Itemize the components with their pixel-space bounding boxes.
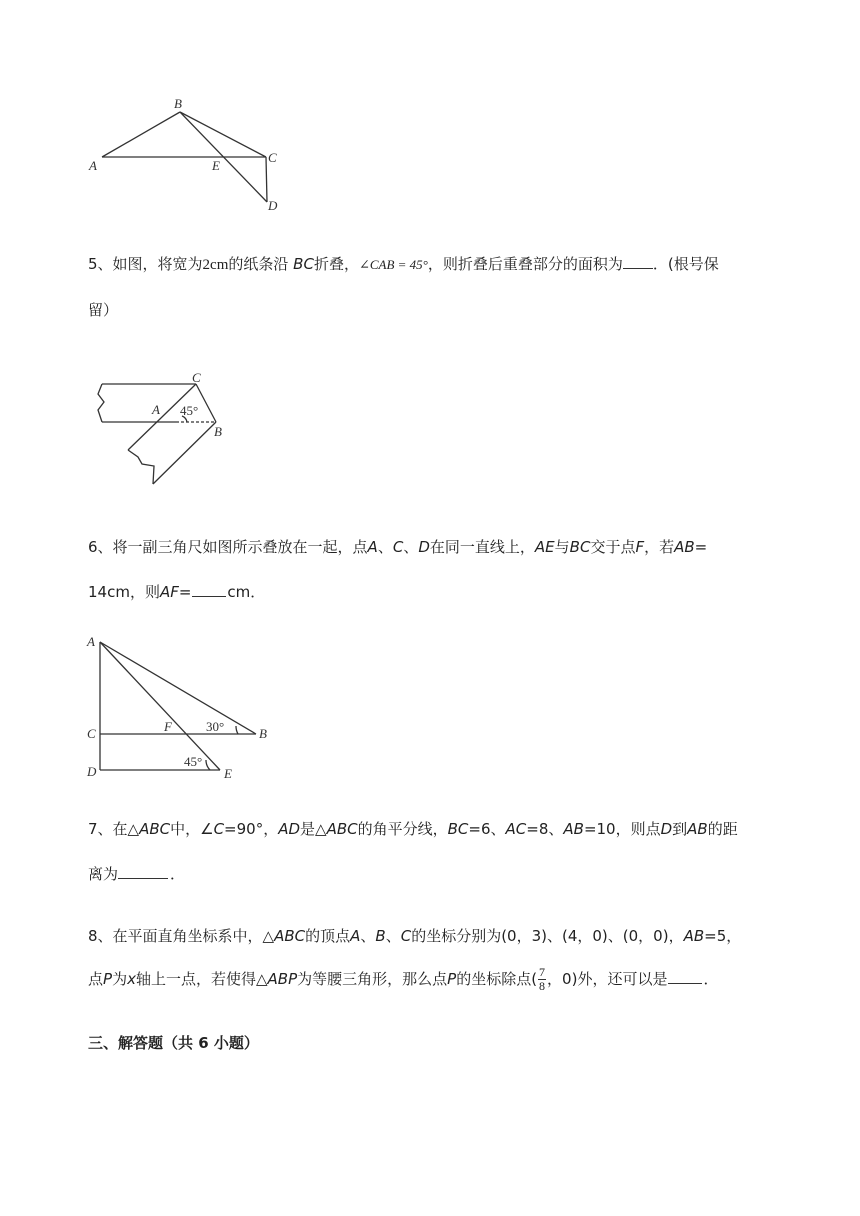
q8-text: 为等腰三角形，那么点: [297, 970, 448, 988]
q8-var: P: [447, 970, 457, 988]
q5-angle: ∠CAB = 45°: [358, 257, 428, 272]
q6-text: 与: [554, 538, 570, 556]
q8-var: △ABC: [262, 927, 306, 945]
q6-text: 14cm，则: [88, 583, 160, 601]
figure-q6: [84, 630, 284, 788]
q7-var: AB: [563, 820, 584, 838]
q7-var: C: [213, 820, 225, 838]
fig4-label-A: A: [89, 158, 97, 173]
q6-text: cm．: [227, 583, 266, 601]
q6-var: AE: [534, 538, 555, 556]
q8-text: 的坐标分别为(0，3)、(4，0)、(0，0)，: [411, 927, 684, 945]
q6-text: 、: [403, 538, 419, 556]
q7-text: 的距: [707, 820, 738, 838]
fig6-label-F: F: [164, 719, 172, 734]
q7-var: AD: [278, 820, 301, 838]
q7-text: =10，则点: [583, 820, 661, 838]
q8-text: 点: [88, 970, 104, 988]
q5-var-bc: BC: [293, 255, 314, 273]
fig5-label-C: C: [192, 370, 201, 385]
answer-blank: [192, 582, 226, 597]
answer-blank: [623, 254, 653, 269]
question-5-line-2: 留）: [88, 301, 119, 319]
q7-text: 7、在: [88, 820, 128, 838]
q5-text: ．(根号保: [652, 255, 719, 273]
q8-var: △ABP: [255, 970, 298, 988]
section-heading: 三、解答题（共 6 小题）: [88, 1034, 259, 1052]
q5-width: 2cm: [202, 257, 229, 273]
q6-var: D: [418, 538, 430, 556]
fig5-label-B: B: [214, 424, 222, 439]
fig6-label-A: A: [87, 634, 95, 649]
q8-var: B: [375, 927, 386, 945]
q8-var: C: [400, 927, 412, 945]
q8-text: ．: [703, 970, 719, 988]
fig6-label-C: C: [87, 726, 96, 741]
q7-var: AC: [505, 820, 527, 838]
question-8-line-2: [88, 966, 718, 993]
q8-text: =5，: [704, 927, 742, 945]
q6-var: F: [635, 538, 645, 556]
q8-text: ，0)外，还可以是: [547, 970, 668, 988]
answer-blank: [668, 969, 702, 984]
figure-q5: [90, 364, 240, 492]
question-7-line-1: [88, 819, 738, 839]
q7-text: =6、: [468, 820, 506, 838]
q7-var: △ABC: [315, 820, 358, 838]
fig4-label-E: E: [212, 158, 220, 173]
q7-text: =8、: [526, 820, 564, 838]
fig4-label-D: D: [268, 198, 278, 213]
q8-var: P: [103, 970, 113, 988]
fig4-label-B: B: [174, 96, 182, 111]
q8-text: 、: [385, 927, 401, 945]
q7-text: =90°，: [224, 820, 279, 838]
q8-text: 为: [112, 970, 128, 988]
q8-text: 轴上一点，若使得: [135, 970, 256, 988]
q8-text: 的坐标除点(: [456, 970, 538, 988]
fraction-7-8: [538, 966, 546, 993]
q6-var: A: [367, 538, 378, 556]
fig6-label-B: B: [259, 726, 267, 741]
q7-text: 的角平分线，: [357, 820, 448, 838]
fig6-angle-30: 30°: [206, 719, 225, 734]
q6-text: =: [694, 538, 708, 556]
q7-var: △ABC: [127, 820, 171, 838]
fig5-label-A: A: [152, 402, 160, 417]
q7-text: 到: [672, 820, 688, 838]
q7-text: 离为: [88, 865, 119, 883]
q7-var: AB: [687, 820, 708, 838]
q8-text: 8、在平面直角坐标系中，: [88, 927, 263, 945]
figure-q4: [80, 92, 300, 222]
q7-text: ．: [170, 865, 186, 883]
q6-var: C: [392, 538, 404, 556]
q6-var: AB: [674, 538, 695, 556]
q8-var: A: [350, 927, 361, 945]
q8-text: 、: [360, 927, 376, 945]
q5-text: 5、如图，将宽为: [88, 255, 203, 273]
q6-text: 在同一直线上，: [429, 538, 535, 556]
q7-var: BC: [447, 820, 469, 838]
q6-text: =: [178, 583, 192, 601]
q6-var: BC: [569, 538, 591, 556]
fig6-label-E: E: [224, 766, 232, 781]
q8-text: 的顶点: [305, 927, 351, 945]
question-6-line-1: [88, 537, 707, 557]
q7-text: 中，∠: [170, 820, 214, 838]
q8-var: x: [127, 970, 136, 988]
q7-var: D: [660, 820, 673, 838]
fraction-denominator: 8: [539, 979, 546, 993]
q6-text: 6、将一副三角尺如图所示叠放在一起，点: [88, 538, 368, 556]
question-8-line-1: [88, 926, 741, 946]
q7-text: 是: [300, 820, 316, 838]
q6-text: 交于点: [590, 538, 636, 556]
question-5-line-1: [88, 254, 719, 275]
fig5-angle-label: 45°: [180, 403, 199, 418]
answer-blank: [118, 864, 168, 879]
question-7-line-2: [88, 864, 185, 884]
q5-text: 的纸条沿: [228, 255, 289, 273]
fraction-numerator: 7: [539, 965, 546, 979]
fig6-angle-45: 45°: [184, 754, 203, 769]
question-6-line-2: [88, 582, 265, 602]
q6-text: 、: [377, 538, 393, 556]
q5-text: ，则折叠后重叠部分的面积为: [427, 255, 623, 273]
q6-var: AF: [159, 583, 179, 601]
q5-text: 折叠，: [313, 255, 359, 273]
q8-var: AB: [683, 927, 705, 945]
q6-text: ，若: [644, 538, 675, 556]
fig6-label-D: D: [87, 764, 97, 779]
fig4-label-C: C: [268, 150, 277, 165]
